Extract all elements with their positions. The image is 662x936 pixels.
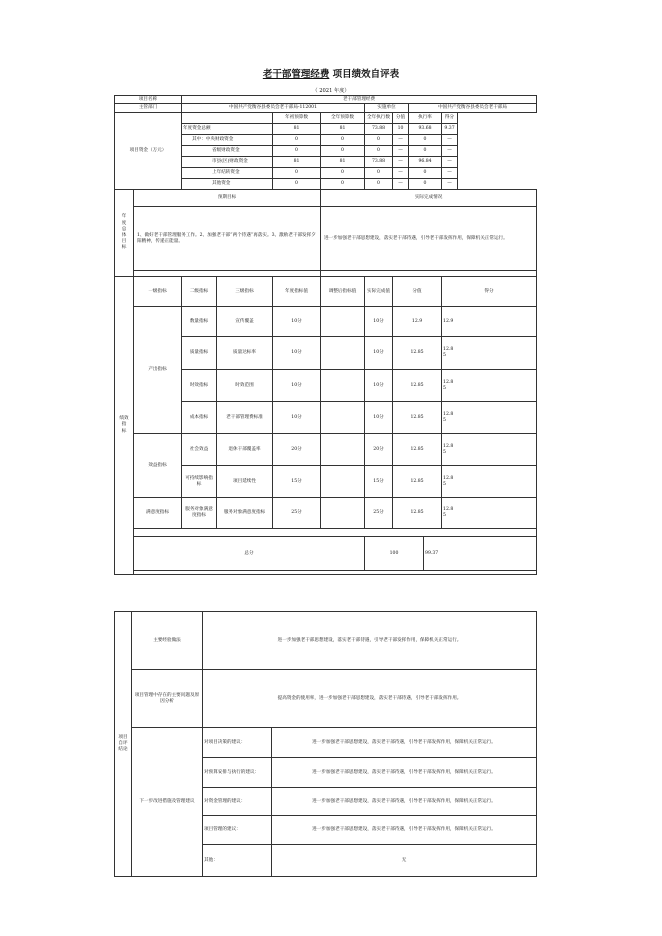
perf-got <box>442 466 537 498</box>
funds-header: 全年执行数 <box>365 113 393 124</box>
funds-cell: — <box>442 146 458 157</box>
funds-header: 分值 <box>393 113 409 124</box>
problems-label: 项目管理中存在的主要问题及原因分析 <box>132 670 203 728</box>
suggestion-label: 对资金管理的建议： <box>203 788 272 816</box>
suggestion-text: 进一步加强老干部思想建设，落实老干部待遇，引导老干部发挥作用，保障机关正常运行。 <box>272 816 537 845</box>
funds-header: 执行率 <box>409 113 442 124</box>
funds-cell: 0 <box>365 179 393 190</box>
perf-score: 12.85 <box>393 370 442 402</box>
perf-target: 20分 <box>273 434 321 466</box>
total-label: 总分 <box>134 537 365 571</box>
funds-cell: 73.88 <box>365 157 393 168</box>
funds-cell: — <box>393 179 409 190</box>
perf-got <box>442 370 537 402</box>
dept-label: 主管部门 <box>115 104 182 113</box>
perf-actual: 10分 <box>365 307 393 337</box>
perf-got <box>442 498 537 529</box>
funds-cell: 0 <box>409 179 442 190</box>
perf-got-value: 12.85 <box>443 507 454 518</box>
perf-score: 12.85 <box>393 498 442 529</box>
bottom-spacer <box>134 571 537 575</box>
next-steps-label: 下一步改进措施及管理建议 <box>132 728 203 877</box>
funds-header-blank <box>182 113 273 124</box>
perf-got-value: 12.85 <box>443 379 454 391</box>
perf-header: 二级指标 <box>182 277 217 307</box>
experience-text: 进一步加强老干部思想建设，落实老干部待遇，引导老干部发挥作用，保障机关正常运行。 <box>203 612 537 670</box>
funds-cell: 0 <box>409 135 442 146</box>
conclusion-label-text: 项目 自评 结论 <box>118 734 128 753</box>
title-project-name: 老干部管理经费 <box>262 69 330 80</box>
other-label: 其他： <box>203 845 272 877</box>
funds-cell: — <box>393 168 409 179</box>
perf-adjusted <box>321 434 365 466</box>
perf-l3: 时效范围 <box>217 370 273 402</box>
perf-l2: 质量指标 <box>182 337 217 370</box>
perf-l2: 时效指标 <box>182 370 217 402</box>
perf-l3: 老干部管理费标准 <box>217 402 273 434</box>
funds-cell: — <box>442 179 458 190</box>
suggestion-text: 进一步加强老干部思想建设，落实老干部待遇，引导老干部发挥作用，保障机关正常运行。 <box>272 758 537 788</box>
experience-label: 主要经验做法 <box>132 612 203 670</box>
perf-l2: 社会效益 <box>182 434 217 466</box>
perf-spacer <box>134 529 537 537</box>
funds-cell: 73.88 <box>365 124 393 135</box>
perf-header: 得分 <box>442 277 537 307</box>
funds-cell: 93.68 <box>409 124 442 135</box>
funds-cell: 81 <box>321 157 365 168</box>
perf-adjusted <box>321 466 365 498</box>
perf-score: 12.85 <box>393 434 442 466</box>
funds-cell: — <box>442 168 458 179</box>
goals-label <box>115 190 134 277</box>
funds-header: 全年预算数 <box>321 113 365 124</box>
perf-header: 分值 <box>393 277 442 307</box>
project-name-label: 项目名称 <box>115 96 182 104</box>
perf-l2: 成本指标 <box>182 402 217 434</box>
project-name-value: 老干部管理经费 <box>182 96 537 104</box>
other-value: 无 <box>272 845 537 877</box>
suggestion-text: 进一步加强老干部思想建设，落实老干部待遇，引导老干部发挥作用，保障机关正常运行。 <box>272 788 537 816</box>
goals-label-text: 年 度 总 体 目 标 <box>121 214 127 251</box>
funds-cell: — <box>442 135 458 146</box>
perf-l3: 服务对象满意度指标 <box>217 498 273 529</box>
perf-adjusted <box>321 337 365 370</box>
perf-target: 10分 <box>273 337 321 370</box>
total-score: 100 <box>365 537 424 571</box>
unit-label: 实施单位 <box>365 104 409 113</box>
perf-level1: 效益指标 <box>134 434 182 498</box>
funds-row-name: 其他资金 <box>182 179 273 190</box>
funds-cell: 0 <box>273 179 321 190</box>
funds-cell: 81 <box>273 124 321 135</box>
evaluation-table <box>114 95 537 575</box>
perf-target: 10分 <box>273 370 321 402</box>
funds-cell: — <box>393 157 409 168</box>
conclusion-table <box>114 611 537 877</box>
perf-actual: 20分 <box>365 434 393 466</box>
page-title <box>0 66 662 80</box>
perf-got-value: 12.85 <box>443 475 454 487</box>
perf-actual: 10分 <box>365 337 393 370</box>
funds-cell: 81 <box>321 124 365 135</box>
perf-got <box>442 337 537 370</box>
suggestion-label: 对项目决策的建议： <box>203 728 272 758</box>
funds-cell: 0 <box>365 146 393 157</box>
perf-actual: 10分 <box>365 370 393 402</box>
funds-cell: 0 <box>365 135 393 146</box>
actual-header: 实际完成情况 <box>321 190 537 207</box>
funds-cell: 0 <box>273 168 321 179</box>
funds-cell: 0 <box>321 146 365 157</box>
perf-target: 10分 <box>273 307 321 337</box>
perf-actual: 10分 <box>365 402 393 434</box>
perf-score: 12.9 <box>393 307 442 337</box>
funds-cell: 0 <box>409 168 442 179</box>
expected-header: 预期目标 <box>134 190 321 207</box>
perf-adjusted <box>321 307 365 337</box>
perf-l2: 数量指标 <box>182 307 217 337</box>
funds-cell: 0 <box>365 168 393 179</box>
perf-l3: 宣传覆盖 <box>217 307 273 337</box>
funds-cell: 0 <box>321 135 365 146</box>
suggestion-text: 进一步加强老干部思想建设，落实老干部待遇，引导老干部发挥作用，保障机关正常运行。 <box>272 728 537 758</box>
funds-header: 得分 <box>442 113 458 124</box>
perf-adjusted <box>321 498 365 529</box>
funds-cell: — <box>393 146 409 157</box>
funds-row-name: 省级财政资金 <box>182 146 273 157</box>
funds-cell: 10 <box>393 124 409 135</box>
perf-label-text: 绩效 指 标 <box>119 416 129 434</box>
year-line: （ 2021 年度） <box>312 88 350 94</box>
perf-level1: 产出指标 <box>134 307 182 434</box>
suggestion-label: 对预算安排与执行的建议： <box>203 758 272 788</box>
perf-l2: 可持续影响指标 <box>182 466 217 498</box>
perf-adjusted <box>321 370 365 402</box>
suggestion-label: 项目管理的建议： <box>203 816 272 845</box>
perf-header: 调整后指标值 <box>321 277 365 307</box>
funds-row-name: 其中：中央财政资金 <box>182 135 273 146</box>
perf-actual: 15分 <box>365 466 393 498</box>
perf-got-value: 12.85 <box>443 347 454 358</box>
funds-cell: 81 <box>273 157 321 168</box>
problems-text: 提高资金的使用率，进一步加强老干部思想建设，落实老干部待遇，引导老干部发挥作用。 <box>203 670 537 728</box>
perf-header: 年度指标值 <box>273 277 321 307</box>
funds-cell: 0 <box>321 179 365 190</box>
unit-value: 中国共产党衡谷县委员会老干部局 <box>409 104 537 113</box>
dept-value: 中国共产党衡谷县委员会老干部局-112001 <box>182 104 365 113</box>
perf-label <box>115 277 134 575</box>
perf-header: 实际完成值 <box>365 277 393 307</box>
funds-cell: 0 <box>273 135 321 146</box>
perf-got <box>442 402 537 434</box>
funds-cell: 0 <box>409 146 442 157</box>
expected-goal-text: 1、做好老干部管理服务工作。2、加强老干部“两个待遇”再落实。3、激励老干部发挥夕阳精神，传递正能量。 <box>134 207 321 271</box>
perf-got <box>442 307 537 337</box>
actual-goal-text: 进一步加强老干部思想建设，落实老干部待遇，引导老干部发挥作用，保障机关正常运行。 <box>321 207 537 271</box>
funds-cell: 9.37 <box>442 124 458 135</box>
perf-header: 一级指标 <box>134 277 182 307</box>
perf-level1: 满意度指标 <box>134 498 182 529</box>
funds-row-name: 上年结转资金 <box>182 168 273 179</box>
perf-got-value: 12.85 <box>443 411 454 423</box>
perf-target: 25分 <box>273 498 321 529</box>
total-got <box>424 537 537 571</box>
funds-cell: — <box>442 157 458 168</box>
perf-header: 三级指标 <box>217 277 273 307</box>
funds-cell: 0 <box>273 146 321 157</box>
perf-l2: 服务对象满意度指标 <box>182 498 217 529</box>
perf-target: 10分 <box>273 402 321 434</box>
perf-got-value: 12.85 <box>443 443 454 455</box>
perf-l3: 质量达标率 <box>217 337 273 370</box>
perf-actual: 25分 <box>365 498 393 529</box>
perf-score: 12.85 <box>393 337 442 370</box>
perf-target: 15分 <box>273 466 321 498</box>
funds-row-name: 年度资金总额 <box>182 124 273 135</box>
title-suffix: 项目绩效自评表 <box>329 69 400 80</box>
funds-cell: 96.84 <box>409 157 442 168</box>
funds-cell: — <box>393 135 409 146</box>
funds-cell: 0 <box>321 168 365 179</box>
perf-l3: 退休干部覆盖率 <box>217 434 273 466</box>
perf-score: 12.85 <box>393 466 442 498</box>
funds-label: 项目资金（万元） <box>115 113 182 190</box>
conclusion-label <box>115 612 132 877</box>
perf-l3: 项目延续性 <box>217 466 273 498</box>
funds-header: 年初预算数 <box>273 113 321 124</box>
perf-got-value: 12.9 <box>443 318 454 324</box>
total-got-value: 99.37 <box>425 550 439 556</box>
funds-row-name: 市县(区)财政资金 <box>182 157 273 168</box>
perf-got <box>442 434 537 466</box>
perf-adjusted <box>321 402 365 434</box>
perf-score: 12.85 <box>393 402 442 434</box>
